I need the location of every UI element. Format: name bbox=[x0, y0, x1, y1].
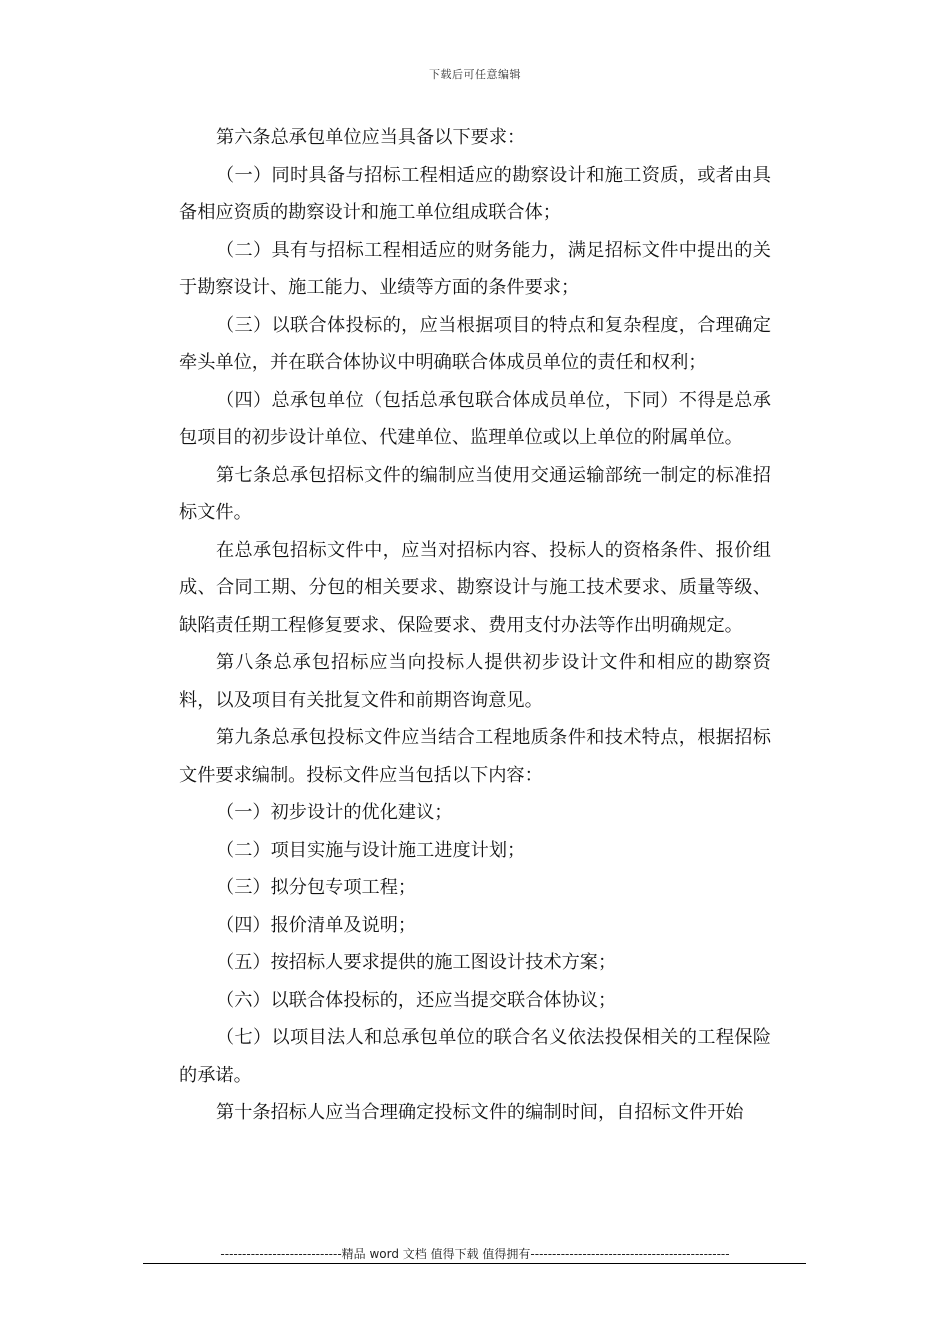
paragraph: 第七条总承包招标文件的编制应当使用交通运输部统一制定的标准招标文件。 bbox=[179, 464, 771, 523]
paragraph: 第九条总承包投标文件应当结合工程地质条件和技术特点，根据招标文件要求编制。投标文件应当包括以下内容： bbox=[179, 727, 771, 786]
paragraph: 第十条招标人应当合理确定投标文件的编制时间，自招标文件开始 bbox=[216, 1102, 744, 1123]
paragraph: 在总承包招标文件中，应当对招标内容、投标人的资格条件、报价组成、合同工期、分包的相关要求、勘察设计与施工技术要求、质量等级、缺陷责任期工程修复要求、保险要求、费用支付办法等作出明确规定。 bbox=[179, 539, 771, 636]
page-header: 下载后可任意编辑 bbox=[429, 68, 521, 81]
paragraph: （四）报价清单及说明； bbox=[216, 914, 417, 936]
paragraph: （三）以联合体投标的，应当根据项目的特点和复杂程度，合理确定牵头单位，并在联合体协议中明确联合体成员单位的责任和权利； bbox=[179, 314, 771, 373]
paragraph: （四）总承包单位（包括总承包联合体成员单位，下同）不得是总承包项目的初步设计单位、代建单位、监理单位或以上单位的附属单位。 bbox=[179, 389, 771, 448]
paragraph: 第六条总承包单位应当具备以下要求： bbox=[216, 127, 526, 148]
document-body bbox=[179, 119, 771, 1132]
paragraph: （六）以联合体投标的，还应当提交联合体协议； bbox=[216, 989, 617, 1011]
footer-divider bbox=[143, 1263, 806, 1264]
paragraph: （二）项目实施与设计施工进度计划； bbox=[216, 839, 526, 861]
paragraph: 第八条总承包招标应当向投标人提供初步设计文件和相应的勘察资料，以及项目有关批复文件和前期咨询意见。 bbox=[179, 652, 771, 711]
paragraph: （一）同时具备与招标工程相适应的勘察设计和施工资质，或者由具备相应资质的勘察设计和施工单位组成联合体； bbox=[179, 164, 771, 223]
paragraph: （三）拟分包专项工程； bbox=[216, 877, 417, 898]
page-footer: ----------------------------精品 word 文档 值得下载 值得拥有---------------------------------------------- bbox=[220, 1247, 730, 1261]
paragraph: （一）初步设计的优化建议； bbox=[216, 802, 453, 823]
paragraph: （七）以项目法人和总承包单位的联合名义依法投保相关的工程保险的承诺。 bbox=[179, 1027, 771, 1086]
paragraph: （二）具有与招标工程相适应的财务能力，满足招标文件中提出的关于勘察设计、施工能力、业绩等方面的条件要求； bbox=[179, 239, 771, 298]
paragraph: （五）按招标人要求提供的施工图设计技术方案； bbox=[216, 952, 617, 973]
